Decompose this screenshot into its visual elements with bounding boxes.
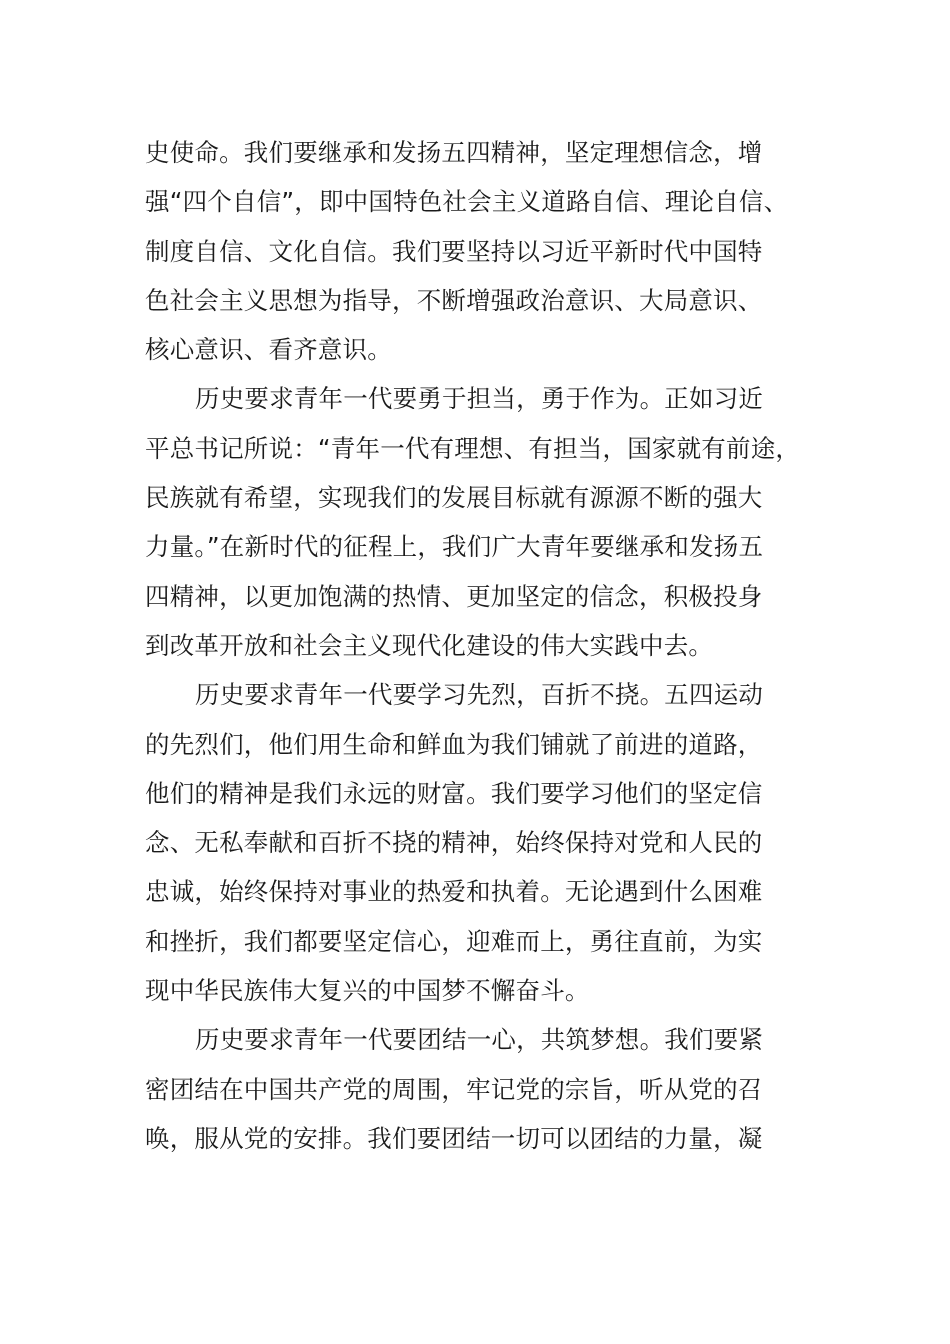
text-line: 色社会主义思想为指导，不断增强政治意识、大局意识、	[145, 285, 763, 315]
text-line: 现中华民族伟大复兴的中国梦不懈奋斗。	[145, 976, 590, 1006]
text-line: 强“四个自信”，即中国特色社会主义道路自信、理论自信、	[145, 187, 789, 217]
text-line: 唤，服从党的安排。我们要团结一切可以团结的力量，凝	[145, 1123, 763, 1153]
text-line: 忠诚，始终保持对事业的热爱和执着。无论遇到什么困难	[145, 877, 763, 907]
text-line: 他们的精神是我们永远的财富。我们要学习他们的坚定信	[145, 778, 763, 808]
text-line: 平总书记所说：“青年一代有理想、有担当，国家就有前途，	[145, 433, 801, 463]
body-text	[145, 128, 825, 1163]
text-line: 四精神，以更加饱满的热情、更加坚定的信念，积极投身	[145, 581, 763, 611]
text-line: 力量。”在新时代的征程上，我们广大青年要继承和发扬五	[145, 532, 764, 562]
text-line: 核心意识、看齐意识。	[145, 335, 392, 365]
paragraph-first-line: 历史要求青年一代要勇于担当，勇于作为。正如习近	[195, 384, 764, 414]
text-line: 到改革开放和社会主义现代化建设的伟大实践中去。	[145, 630, 714, 660]
text-line: 密团结在中国共产党的周围，牢记党的宗旨，听从党的召	[145, 1074, 763, 1104]
text-line: 和挫折，我们都要坚定信心，迎难而上，勇往直前，为实	[145, 926, 763, 956]
text-line: 民族就有希望，实现我们的发展目标就有源源不断的强大	[145, 483, 763, 513]
text-line: 念、无私奉献和百折不挠的精神，始终保持对党和人民的	[145, 828, 763, 858]
text-line: 史使命。我们要继承和发扬五四精神，坚定理想信念，增	[145, 138, 763, 167]
paragraph-first-line: 历史要求青年一代要团结一心，共筑梦想。我们要紧	[195, 1025, 764, 1055]
text-line: 的先烈们，他们用生命和鲜血为我们铺就了前进的道路，	[145, 729, 763, 759]
paragraph-first-line: 历史要求青年一代要学习先烈，百折不挠。五四运动	[195, 680, 764, 710]
text-line: 制度自信、文化自信。我们要坚持以习近平新时代中国特	[145, 236, 763, 266]
